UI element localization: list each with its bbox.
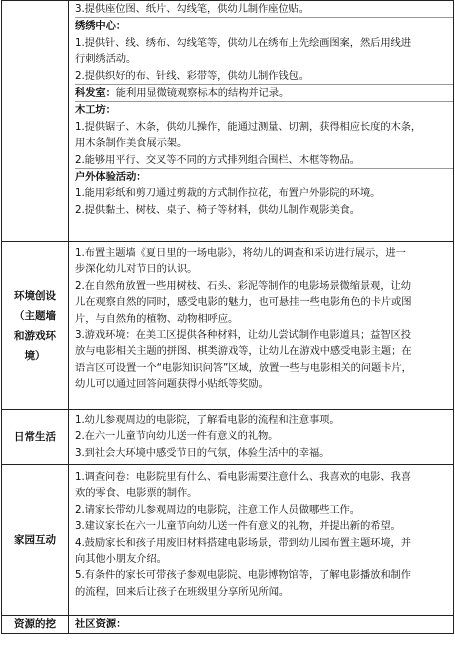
home-school-line: 1.调查问卷：电影院里有什么、看电影需要注意什么、我喜欢的电影、我喜 bbox=[75, 471, 411, 483]
home-school-line: 2.请家长带幼儿参观周边的电影院，注意工作人员做哪些工作。 bbox=[75, 503, 360, 516]
environment-line: 放与电影相关主题的拼图、棋类游戏等，让幼儿在游戏中感受电影主题；在 bbox=[75, 345, 412, 358]
science-text: 能利用显微镜观察标本的结构并记录。 bbox=[115, 87, 290, 100]
home-school-line: 5.有条件的家长可带孩子参观电影院、电影博物馆等，了解电影播放和制作 bbox=[75, 569, 411, 582]
row-daily-life bbox=[2, 410, 454, 465]
heading-outdoor: 户外体验活动： bbox=[75, 168, 453, 185]
environment-line: 儿在观察自然的同时，感受电影的魅力，也可悬挂一些电影角色的卡片或图 bbox=[75, 296, 412, 309]
materials-line: 行刺绣活动。 bbox=[75, 53, 137, 66]
materials-line: 2.提供黏土、树枝、桌子、椅子等材料，供幼儿制作观影美食。 bbox=[75, 203, 360, 216]
row-environment-content bbox=[69, 242, 454, 410]
materials-line: 3.提供座位图、纸片、勾线笔，供幼儿制作座位贴。 bbox=[75, 3, 309, 15]
row-materials bbox=[2, 1, 454, 242]
materials-line: 1.能用彩纸和剪刀通过剪裁的方式制作拉花，布置户外影院的环境。 bbox=[75, 187, 381, 200]
home-school-line: 3.建议家长在六一儿童节向幼儿送一件有意义的礼物，并提出新的希望。 bbox=[75, 520, 401, 533]
row-daily-life-content bbox=[69, 410, 454, 465]
environment-line: 语言区可设置一个“电影知识问答”区域，放置一些与电影相关的问题卡片， bbox=[75, 361, 412, 374]
curriculum-table bbox=[1, 0, 454, 634]
row-home-school-label: 家园互动 bbox=[2, 465, 69, 616]
environment-line: 步深化幼儿对节日的认识。 bbox=[75, 263, 198, 276]
materials-line: 1.提供针、线、绣布、勾线笔等，供幼儿在绣布上先绘画图案，然后用线进 bbox=[75, 36, 411, 49]
row-daily-life-label: 日常生活 bbox=[2, 410, 69, 465]
materials-line: 2.能够用平行、交叉等不同的方式排列组合围栏、木框等物品。 bbox=[75, 153, 360, 166]
heading-embroidery: 绣绣中心： bbox=[75, 17, 453, 34]
row-materials-content bbox=[69, 1, 454, 242]
materials-line: 2.提供织好的布、针线、彩带等，供幼儿制作钱包。 bbox=[75, 69, 309, 82]
row-environment-label bbox=[2, 242, 69, 410]
environment-line: 1.布置主题墙《夏日里的一场电影》，将幼儿的调查和采访进行展示，进一 bbox=[75, 247, 406, 259]
row-resources-label: 资源的挖 bbox=[2, 616, 69, 634]
row-materials-label bbox=[2, 1, 69, 242]
label-line: 境） bbox=[24, 349, 46, 362]
row-home-school-content bbox=[69, 465, 454, 616]
home-school-line: 的流程，回来后让孩子在班级里分享所见所闻。 bbox=[75, 585, 290, 598]
environment-line: 片，与自然角的植物、动物相呼应。 bbox=[75, 312, 239, 325]
heading-woodwork: 木工坊： bbox=[75, 101, 453, 118]
label-line: 环境创设 bbox=[14, 289, 56, 302]
row-home-school bbox=[2, 465, 454, 616]
environment-line: 幼儿可以通过回答问题获得小贴纸等奖励。 bbox=[75, 378, 269, 391]
daily-life-line: 3.到社会大环境中感受节日的气氛，体验生活中的幸福。 bbox=[75, 446, 330, 459]
daily-life-line: 2.在六一儿童节向幼儿送一件有意义的礼物。 bbox=[75, 430, 279, 443]
daily-life-line: 1.幼儿参观周边的电影院，了解看电影的流程和注意事项。 bbox=[75, 414, 340, 426]
environment-line: 3.游戏环境：在美工区提供各种材料，让幼儿尝试制作电影道具；益智区投 bbox=[75, 329, 411, 342]
environment-line: 2.在自然角放置一些用树枝、石头、彩泥等制作的电影场景微缩景观，让幼 bbox=[75, 279, 411, 292]
heading-science: 科发室： bbox=[75, 87, 116, 100]
label-line: 和游戏环 bbox=[14, 329, 56, 342]
home-school-line: 欢的零食、电影票的制作。 bbox=[75, 487, 198, 500]
row-environment bbox=[2, 242, 454, 410]
row-resources-content: 社区资源： bbox=[69, 616, 454, 634]
materials-line: 用木条制作美食展示架。 bbox=[75, 137, 188, 150]
row-resources bbox=[2, 616, 454, 634]
home-school-line: 4.鼓励家长和孩子用废旧材料搭建电影场景，带到幼儿园布置主题环境，并 bbox=[75, 536, 411, 549]
home-school-line: 向其他小朋友介绍。 bbox=[75, 553, 167, 566]
label-line: （主题墙 bbox=[14, 309, 56, 322]
science-line bbox=[75, 84, 453, 101]
materials-line: 1.提供锯子、木条，供幼儿操作，能通过测量、切割，获得相应长度的木条， bbox=[75, 120, 422, 133]
